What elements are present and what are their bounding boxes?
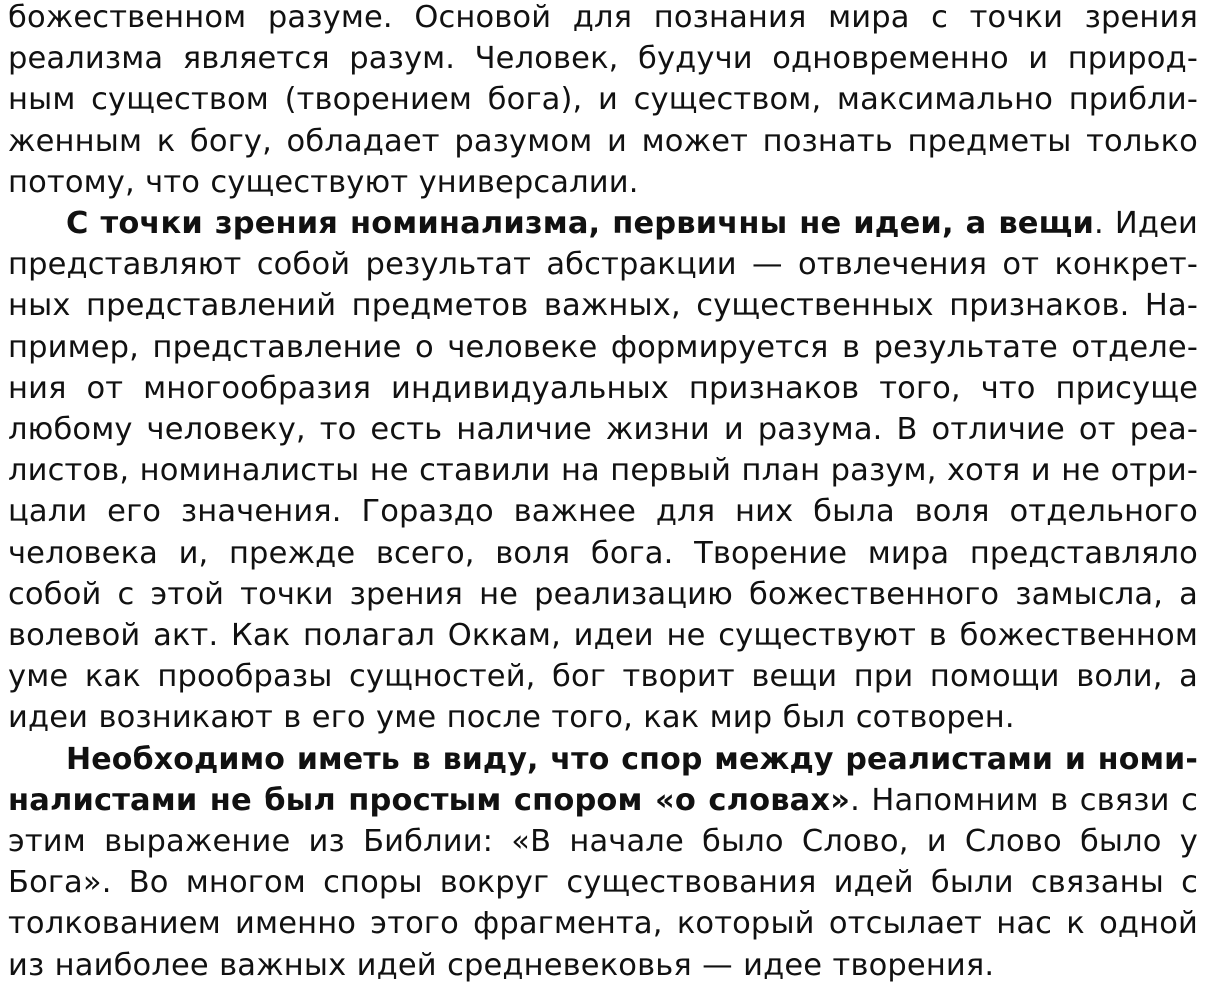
text-line xyxy=(8,533,1198,574)
text-segment: потому, что существуют универсалии. xyxy=(8,164,639,200)
text-segment: пример, представление о человеке формируется в результате отделе- xyxy=(8,329,1198,365)
text-line xyxy=(8,491,1198,532)
text-segment: этим выражение из Библии: «В начале было Слово, и Слово было у xyxy=(8,824,1198,860)
text-line xyxy=(8,409,1198,450)
text-segment: реализма является разум. Человек, будучи одновременно и природ- xyxy=(8,41,1198,77)
text-line xyxy=(8,38,1198,79)
text-segment: ных представлений предметов важных, существенных признаков. На- xyxy=(8,288,1198,324)
document-page xyxy=(8,0,1198,986)
text-segment: толкованием именно этого фрагмента, который отсылает нас к одной xyxy=(8,906,1198,942)
text-line xyxy=(8,285,1198,326)
text-segment: уме как прообразы сущностей, бог творит вещи при помощи воли, а xyxy=(8,659,1198,695)
text-line xyxy=(8,368,1198,409)
text-line xyxy=(8,574,1198,615)
text-segment: Бога». Во многом споры вокруг существования идей были связаны с xyxy=(8,865,1198,901)
text-segment: цали его значения. Гораздо важнее для них была воля отдельного xyxy=(8,494,1198,530)
text-line xyxy=(8,121,1198,162)
text-line xyxy=(8,203,1198,244)
text-segment: ным существом (творением бога), и существом, максимально прибли- xyxy=(8,82,1198,118)
paragraph-dispute xyxy=(8,739,1198,986)
bold-thesis: налистами не был простым спором «о словах» xyxy=(8,782,851,818)
text-line xyxy=(8,162,1198,203)
paragraph-realism-continuation xyxy=(8,0,1198,203)
text-line xyxy=(8,862,1198,903)
text-segment: любому человеку, то есть наличие жизни и разума. В отличие от реа- xyxy=(8,412,1198,448)
text-line xyxy=(8,739,1198,780)
bold-thesis: Необходимо иметь в виду, что спор между реалистами и номи- xyxy=(66,741,1198,777)
text-segment: представляют собой результат абстракции — отвлечения от конкрет- xyxy=(8,247,1198,283)
text-line xyxy=(8,697,1198,738)
text-segment: человека и, прежде всего, воля бога. Творение мира представляло xyxy=(8,535,1198,571)
text-segment: идеи возникают в его уме после того, как мир был сотворен. xyxy=(8,700,1015,736)
text-line xyxy=(8,821,1198,862)
text-line xyxy=(8,656,1198,697)
text-segment: из наиболее важных идей средневековья — идее творения. xyxy=(8,947,995,983)
text-segment: . Идеи xyxy=(1094,206,1198,242)
text-segment: божественном разуме. Основой для познания мира с точки зрения xyxy=(8,0,1198,35)
text-segment: собой с этой точки зрения не реализацию божественного замысла, а xyxy=(8,576,1198,612)
paragraph-nominalism xyxy=(8,203,1198,739)
text-line xyxy=(8,615,1198,656)
bold-thesis: С точки зрения номинализма, первичны не идеи, а вещи xyxy=(66,206,1095,242)
text-line xyxy=(8,0,1198,38)
text-line xyxy=(8,79,1198,120)
text-segment: женным к богу, обладает разумом и может познать предметы только xyxy=(8,123,1198,159)
text-line xyxy=(8,327,1198,368)
text-line xyxy=(8,903,1198,944)
text-line xyxy=(8,244,1198,285)
text-segment: . Напомним в связи с xyxy=(850,782,1198,818)
text-line xyxy=(8,945,1198,986)
text-segment: волевой акт. Как полагал Оккам, идеи не существуют в божественном xyxy=(8,618,1198,654)
text-segment: ния от многообразия индивидуальных признаков того, что присуще xyxy=(8,370,1198,406)
text-segment: листов, номиналисты не ставили на первый план разум, хотя и не отри- xyxy=(8,453,1198,489)
text-line xyxy=(8,450,1198,491)
text-line xyxy=(8,780,1198,821)
